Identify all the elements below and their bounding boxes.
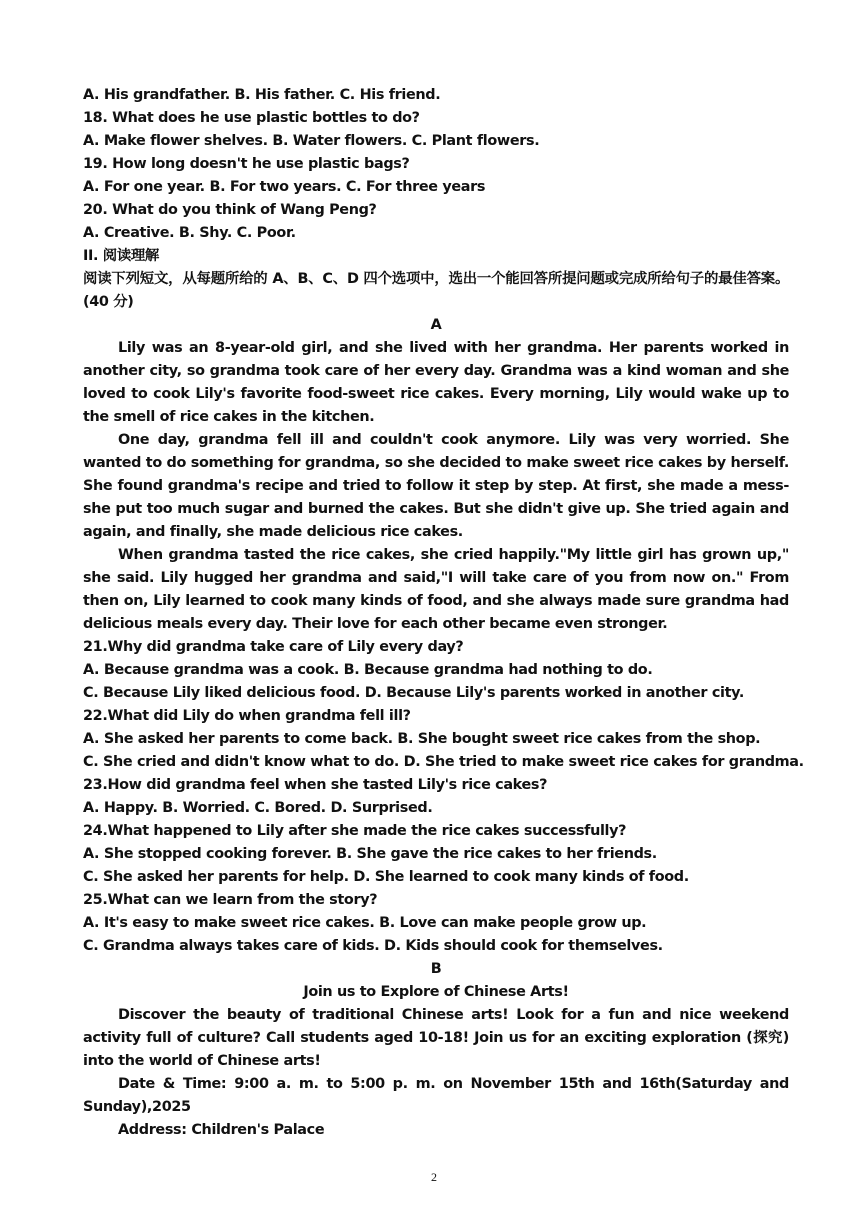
passage-b-paragraph: Discover the beauty of traditional Chinese arts! Look for a fun and nice weekend activity full of culture? Call students aged 10-18! Join us for an exciting exploration (探究) into the world of Chinese arts! <box>83 1007 789 1069</box>
question-19: 19. How long doesn't he use plastic bags? <box>83 156 410 172</box>
section-instructions: 阅读下列短文，从每题所给的 A、B、C、D 四个选项中，选出一个能回答所提问题或完成所给句子的最佳答案。(40 分) <box>83 271 789 310</box>
answer-options: A. She asked her parents to come back. B. She bought sweet rice cakes from the shop. <box>83 731 761 747</box>
answer-options-18: A. Make flower shelves. B. Water flowers. C. Plant flowers. <box>83 133 540 149</box>
passage-a-paragraph: Lily was an 8-year-old girl, and she lived with her grandma. Her parents worked in another city, so grandma took care of her every day. Grandma was a kind woman and she loved to cook Lily's favorite food-sweet rice cakes. Every morning, Lily would wake up to the smell of rice cakes in the kitchen. <box>83 340 789 425</box>
answer-options: C. Because Lily liked delicious food. D. Because Lily's parents worked in another city. <box>83 685 744 701</box>
question-18: 18. What does he use plastic bottles to do? <box>83 110 420 126</box>
passage-b-address: Address: Children's Palace <box>118 1122 325 1138</box>
passage-a-label: A <box>430 317 442 333</box>
question-20: 20. What do you think of Wang Peng? <box>83 202 377 218</box>
passage-b-title: Join us to Explore of Chinese Arts! <box>303 984 569 1000</box>
answer-options: C. She cried and didn't know what to do. D. She tried to make sweet rice cakes for grandma. <box>83 754 804 770</box>
passage-b-date-time: Date & Time: 9:00 a. m. to 5:00 p. m. on November 15th and 16th(Saturday and Sunday),2025 <box>83 1076 789 1115</box>
answer-options: C. She asked her parents for help. D. She learned to cook many kinds of food. <box>83 869 689 885</box>
answer-options: C. Grandma always takes care of kids. D. Kids should cook for themselves. <box>83 938 663 954</box>
question-21: 21.Why did grandma take care of Lily every day? <box>83 639 464 655</box>
answer-options-20: A. Creative. B. Shy. C. Poor. <box>83 225 296 241</box>
answer-options-17: A. His grandfather. B. His father. C. His friend. <box>83 87 441 103</box>
passage-a-paragraph: One day, grandma fell ill and couldn't cook anymore. Lily was very worried. She wanted to do something for grandma, so she decided to make sweet rice cakes by herself. She found grandma's recipe and tried to follow it step by step. At first, she made a mess-she put too much sugar and burned the cakes. But she didn't give up. She tried again and again, and finally, she made delicious rice cakes. <box>83 432 789 540</box>
answer-options: A. She stopped cooking forever. B. She gave the rice cakes to her friends. <box>83 846 657 862</box>
answer-options: A. Happy. B. Worried. C. Bored. D. Surprised. <box>83 800 433 816</box>
question-22: 22.What did Lily do when grandma fell ill? <box>83 708 411 724</box>
document-page <box>83 84 804 1142</box>
previous-questions <box>83 84 789 245</box>
passage-a-questions <box>83 636 804 958</box>
answer-options: A. It's easy to make sweet rice cakes. B. Love can make people grow up. <box>83 915 647 931</box>
page-number: 2 <box>431 1170 437 1184</box>
passage-a-paragraph: When grandma tasted the rice cakes, she cried happily."My little girl has grown up," she said. Lily hugged her grandma and said,"I will take care of you from now on." From then on, Lily learned to cook many kinds of food, and she always made sure grandma had delicious meals every day. Their love for each other became even stronger. <box>83 547 789 632</box>
question-25: 25.What can we learn from the story? <box>83 892 378 908</box>
answer-options: A. Because grandma was a cook. B. Because grandma had nothing to do. <box>83 662 653 678</box>
passage-b-label: B <box>430 961 442 977</box>
answer-options-19: A. For one year. B. For two years. C. For three years <box>83 179 486 195</box>
section-heading: II. 阅读理解 <box>83 248 159 264</box>
question-23: 23.How did grandma feel when she tasted Lily's rice cakes? <box>83 777 548 793</box>
question-24: 24.What happened to Lily after she made the rice cakes successfully? <box>83 823 627 839</box>
